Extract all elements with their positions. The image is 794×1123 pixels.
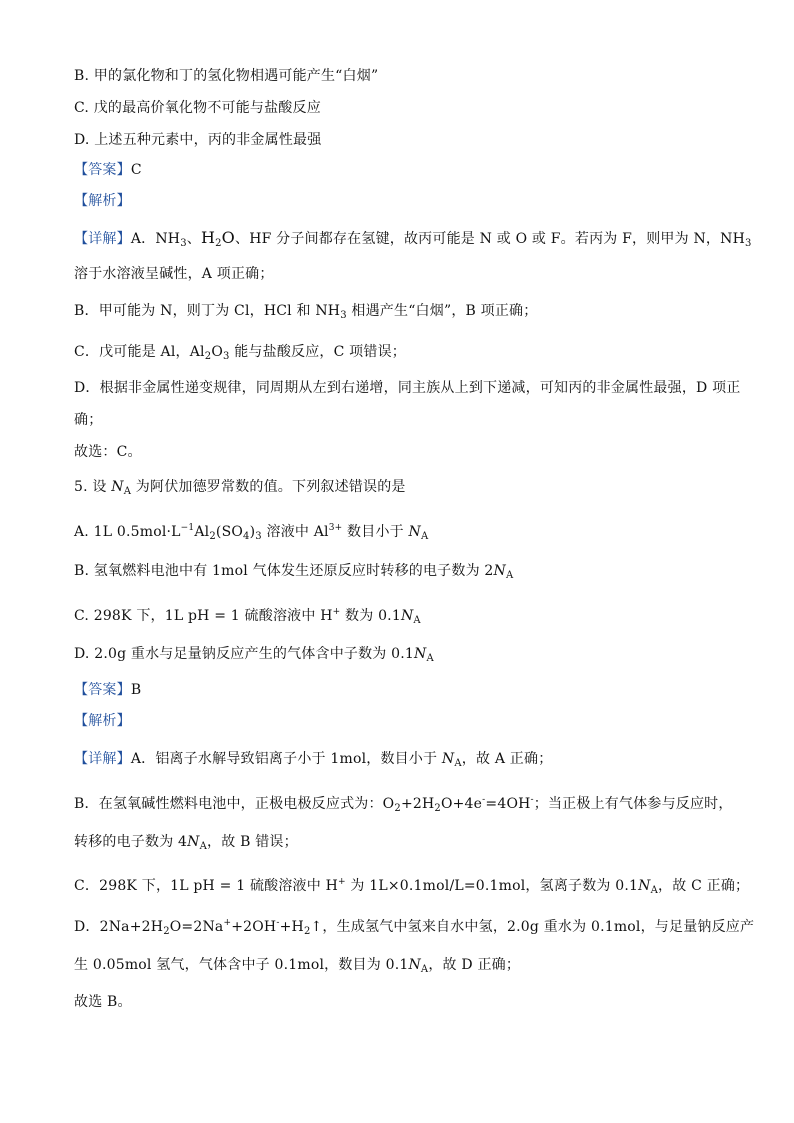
- option-b-q5: B. 氢氧燃料电池中有 1mol 气体发生还原反应时转移的电子数为 $2N_A$: [74, 563, 514, 581]
- q5-explanation-d-cont: 生 0.05mol 氢气，气体含中子 0.1mol，数目为 $0.1N_A$，故 D 正确；: [74, 957, 521, 975]
- option-d-q4: D. 上述五种元素中，丙的非金属性最强: [74, 132, 322, 148]
- choice-summary-q5: 故选 B。: [74, 994, 132, 1010]
- choice-summary-q4: 故选：C。: [74, 444, 142, 460]
- explanation-a-cont: 溶于水溶液呈碱性，A 项正确；: [74, 266, 274, 282]
- q5-explanation-a: 【详解】A．铝离子水解导致铝离子小于 1mol，数目小于 $N_A$，故 A 正确；: [74, 751, 553, 769]
- option-b-q4: B. 甲的氯化物和丁的氢化物相遇可能产生“白烟”: [74, 68, 379, 84]
- explanation-a-line: 【详解】A．$NH_3$、$H_2O$、HF 分子间都存在氢键，故丙可能是 N 或 O 或 F。若丙为 F，则甲为 N，$NH_3$: [74, 228, 752, 249]
- option-a-q5: A. 1L $0.5mol\cdot L^{-1}Al_2(SO_4)_3$ 溶液中 $Al^{3+}$ 数目小于 $N_A$: [74, 523, 429, 542]
- q5-explanation-b-cont: 转移的电子数为 $4N_A$，故 B 错误；: [74, 834, 298, 852]
- option-d-q5: D. 2.0g 重水与足量钠反应产生的气体含中子数为 $0.1N_A$: [74, 646, 434, 664]
- explanation-d-cont: 确；: [74, 412, 103, 428]
- explanation-d-line: D．根据非金属性递变规律，同周期从左到右递增，同主族从上到下递减，可知丙的非金属性最强，D 项正: [74, 380, 741, 396]
- answer-q4: 【答案】C: [74, 162, 142, 178]
- question-5-stem: 5. 设 $N_A$ 为阿伏加德罗常数的值。下列叙述错误的是: [74, 479, 406, 497]
- q5-explanation-c: C．298K 下，1L pH = 1 硫酸溶液中 H+ 为 1L×0.1mol/L=0.1mol，氢离子数为 $0.1N_A$，故 C 正确；: [74, 877, 750, 896]
- analysis-heading-q4: 【解析】: [74, 193, 131, 209]
- analysis-heading-q5: 【解析】: [74, 713, 131, 729]
- option-c-q5: C. 298K 下，1L pH = 1 硫酸溶液中 H+ 数为 $0.1N_A$: [74, 607, 421, 626]
- explanation-c-line: C．戊可能是 Al，$Al_2O_3$ 能与盐酸反应，C 项错误；: [74, 344, 406, 362]
- q5-explanation-d: D．$2Na+2H_2O=2Na^++2OH^-+H_2↑$，生成氢气中氢来自水中氢，2.0g 重水为 0.1mol，与足量钠反应产: [74, 918, 755, 937]
- q5-explanation-b: B．在氢氧碱性燃料电池中，正极电极反应式为：$O_2+2H_2O+4e^-=4OH^-$；当正极上有气体参与反应时，: [74, 795, 733, 814]
- option-c-q4: C. 戊的最高价氧化物不可能与盐酸反应: [74, 100, 321, 116]
- answer-q5: 【答案】B: [74, 682, 142, 698]
- explanation-b-line: B．甲可能为 N，则丁为 Cl，HCl 和 $NH_3$ 相遇产生“白烟”，B 项正确；: [74, 303, 538, 321]
